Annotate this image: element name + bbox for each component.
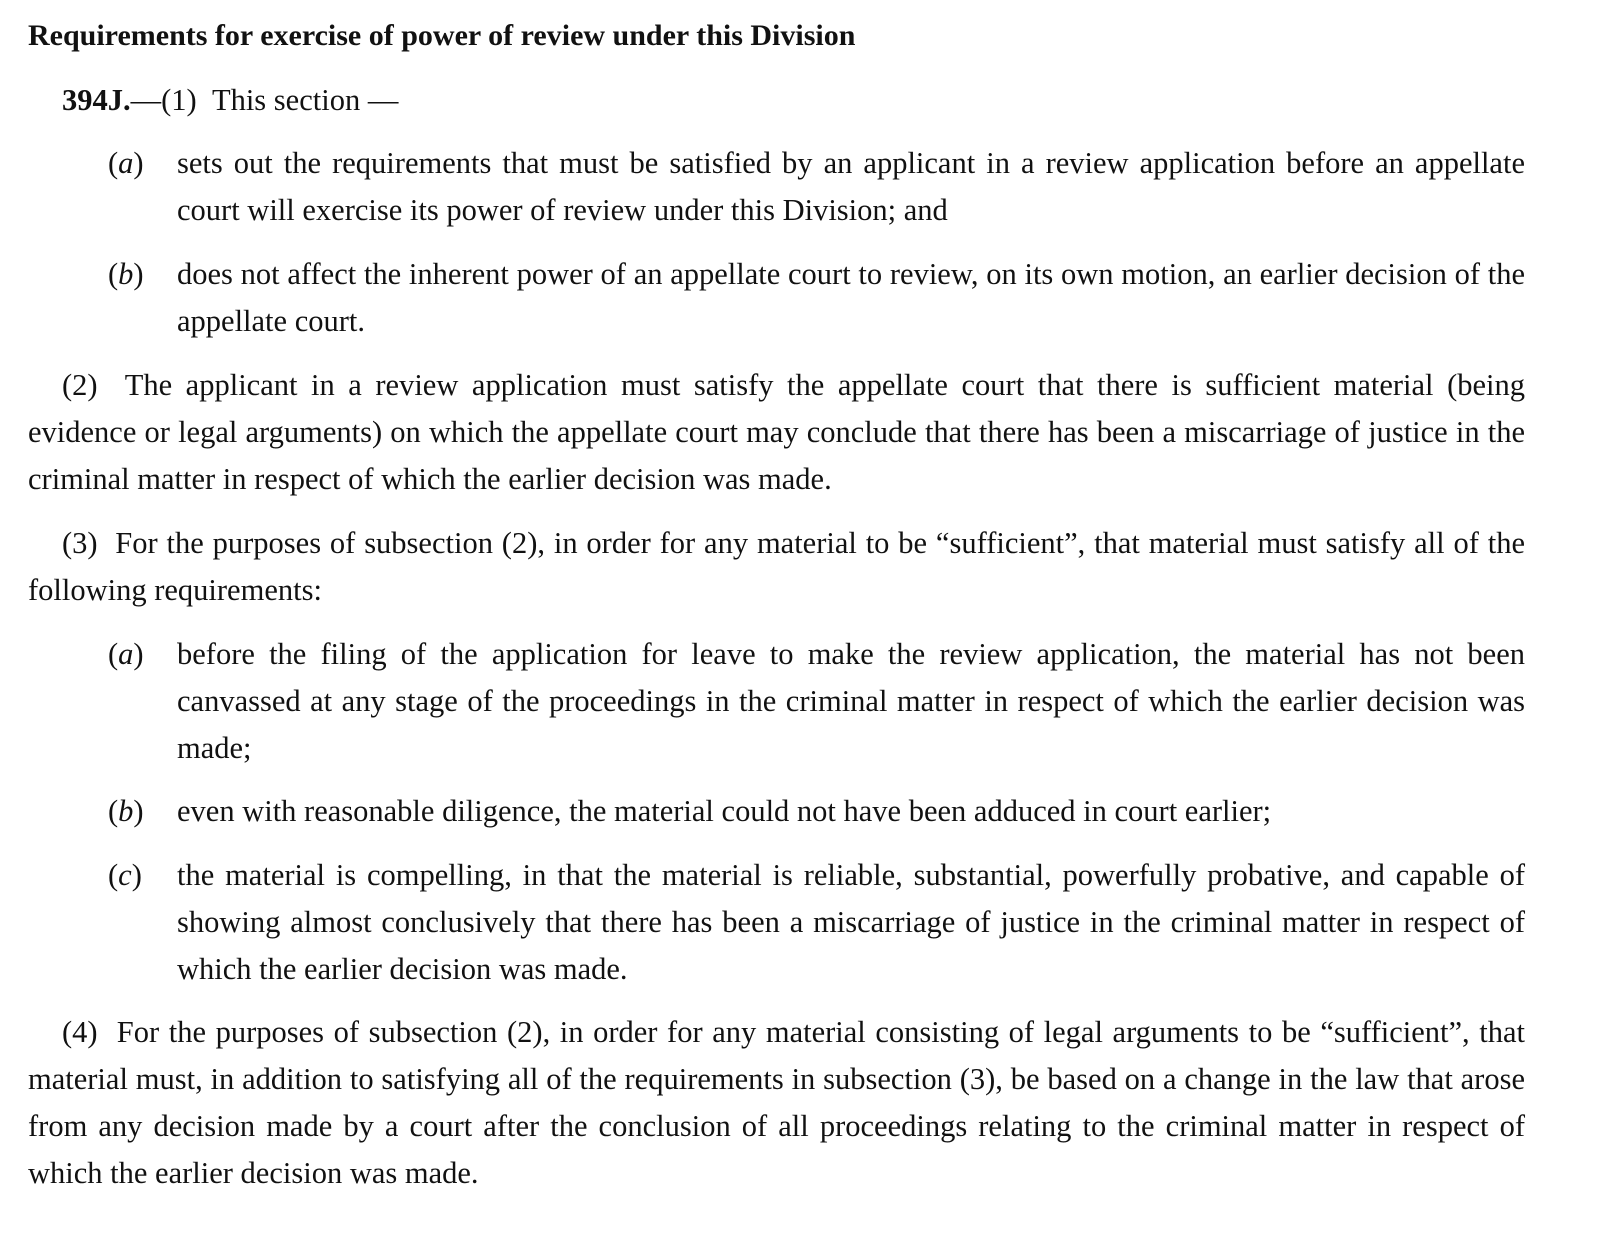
section-intro-text: This section — bbox=[211, 83, 399, 117]
section-intro bbox=[62, 77, 398, 124]
item-label: (c) bbox=[108, 858, 142, 892]
item-text: does not affect the inherent power of an appellate court to review, on its own motion, an earlier decision of the appellate court. bbox=[177, 257, 1525, 338]
item-label: (a) bbox=[108, 146, 144, 180]
subsection-4 bbox=[28, 1009, 1525, 1197]
subsection-text: For the purposes of subsection (2), in order for any material to be “sufficient”, that material must satisfy all of the following requirements: bbox=[28, 526, 1525, 607]
item-text: even with reasonable diligence, the material could not have been adduced in court earlier; bbox=[177, 794, 1272, 828]
subsection-text: The applicant in a review application must satisfy the appellate court that there is sufficient material (being evidence or legal arguments) on which the appellate court may conclude that there has been a miscarriage of justice in the criminal matter in respect of which the earlier decision was made. bbox=[28, 368, 1525, 496]
section-number: 394J. bbox=[62, 83, 131, 117]
subsection-number: (3) bbox=[62, 526, 98, 560]
item-text: the material is compelling, in that the material is reliable, substantial, powerfully probative, and capable of showing almost conclusively that there has been a miscarriage of justice in the criminal matter in respect of which the earlier decision was made. bbox=[177, 858, 1525, 986]
subsection-number: (1) bbox=[161, 83, 197, 117]
subsection-text: For the purposes of subsection (2), in order for any material consisting of legal arguments to be “sufficient”, that material must, in addition to satisfying all of the requirements in subsection (3), be based on a change in the law that arose from any decision made by a court after the conclusion of all proceedings relating to the criminal matter in respect of which the earlier decision was made. bbox=[28, 1015, 1525, 1190]
list-item bbox=[108, 631, 1525, 772]
list-item bbox=[108, 251, 1525, 345]
subsection-number: (2) bbox=[62, 368, 98, 402]
list-item bbox=[108, 788, 1525, 835]
section-heading: Requirements for exercise of power of review under this Division bbox=[28, 19, 856, 52]
item-text: sets out the requirements that must be satisfied by an applicant in a review application before an appellate court will exercise its power of review under this Division; and bbox=[177, 146, 1525, 227]
item-label: (b) bbox=[108, 794, 144, 828]
subsection-number: (4) bbox=[62, 1015, 98, 1049]
list-item bbox=[108, 852, 1525, 993]
item-text: before the filing of the application for leave to make the review application, the material has not been canvassed at any stage of the proceedings in the criminal matter in respect of which the earlier decision was made; bbox=[177, 637, 1525, 765]
item-label: (b) bbox=[108, 257, 144, 291]
item-label: (a) bbox=[108, 637, 144, 671]
section-dash: — bbox=[130, 83, 162, 117]
subsection-3 bbox=[28, 520, 1525, 614]
subsection-2 bbox=[28, 362, 1525, 503]
list-item bbox=[108, 140, 1525, 234]
